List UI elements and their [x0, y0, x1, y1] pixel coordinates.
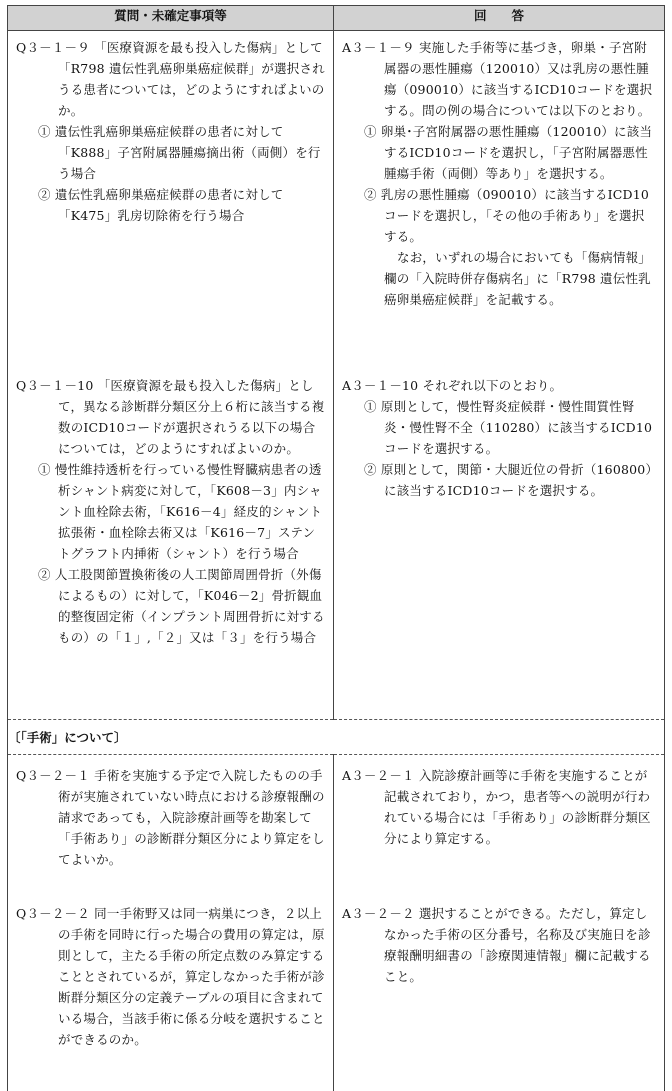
section-title: 〔「手術」について〕 [8, 720, 665, 755]
table-header-row [8, 6, 665, 31]
answer-item: ② 原則として，関節・大腿近位の骨折（160800）に該当するICD10コードを選択する。 [364, 462, 652, 498]
answer-cell [334, 755, 665, 892]
question-cell [8, 755, 334, 892]
answer-column-header: 回 答 [334, 6, 665, 31]
answer-cell [334, 31, 665, 364]
question-text: Q３－１－10 「医療資源を最も投入した傷病」として，異なる診断群分類区分上６桁に該当する複数のICD10コードが選択されうる以下の場合については，どのようにすればよいのか。 [16, 378, 325, 456]
section-heading-row [8, 720, 665, 755]
qa-row [8, 891, 665, 1091]
question-item: ① 遺伝性乳癌卵巣癌症候群の患者に対して「K888」子宮附属器腫瘍摘出術（両側）を行う場合 [38, 124, 321, 181]
question-text: Q３－１－９ 「医療資源を最も投入した傷病」として「R798 遺伝性乳癌卵巣癌症候群」が選択されうる患者については，どのようにすればよいのか。 [16, 40, 325, 118]
question-item: ② 遺伝性乳癌卵巣癌症候群の患者に対して「K475」乳房切除術を行う場合 [38, 187, 284, 223]
qa-row [8, 31, 665, 364]
answer-item: ① 原則として，慢性腎炎症候群・慢性間質性腎炎・慢性腎不全（110280）に該当するICD10コードを選択する。 [364, 399, 653, 456]
answer-text: A３－１－10 それぞれ以下のとおり。 [342, 378, 563, 393]
question-item: ② 人工股関節置換術後の人工関節周囲骨折（外傷によるもの）に対して，「K046－2」骨折観血的整復固定術（インプラント周囲骨折に対するもの）の「１」,「２」又は「３」を行う場合 [38, 567, 325, 645]
answer-note: なお，いずれの場合においても「傷病情報」欄の「入院時併存傷病名」に「R798 遺伝性乳癌卵巣癌症候群」を記載する。 [384, 250, 652, 307]
answer-cell [334, 891, 665, 1091]
qa-row [8, 755, 665, 892]
answer-item: ② 乳房の悪性腫瘍（090010）に該当するICD10コードを選択し，「その他の手術あり」を選択する。 [364, 187, 650, 244]
question-cell [8, 891, 334, 1091]
qa-table [7, 5, 665, 1091]
answer-text: A３－２－２ 選択することができる。ただし，算定しなかった手術の区分番号，名称及び実施日を診療報酬明細書の「診療関連情報」欄に記載すること。 [342, 906, 651, 984]
question-text: Q３－２－１ 手術を実施する予定で入院したものの手術が実施されていない時点における診療報酬の請求であっても，入院診療計画等を勘案して「手術あり」の診断群分類区分により算定をしてよいか。 [16, 768, 325, 867]
question-item: ① 慢性維持透析を行っている慢性腎臓病患者の透析シャント病変に対して，「K608－3」内シャント血栓除去術，「K616－4」経皮的シャント拡張術・血栓除去術又は「K616－7」ステントグラフト内挿術（シャント）を行う場合 [38, 462, 323, 561]
answer-cell [334, 363, 665, 720]
answer-item: ① 卵巣･子宮附属器の悪性腫瘍（120010）に該当するICD10コードを選択し，「子宮附属器悪性腫瘍手術（両側）等あり」を選択する。 [364, 124, 653, 181]
question-cell [8, 31, 334, 364]
question-text: Q３－２－２ 同一手術野又は同一病巣につき，２以上の手術を同時に行った場合の費用の算定は，原則として，主たる手術の所定点数のみ算定することとされているが，算定しなかった手術が診断群分類区分の定義テーブルの項目に含まれている場合，当該手術に係る分岐を選択することができるのか。 [16, 906, 325, 1047]
qa-document [7, 5, 664, 1047]
answer-text: A３－１－９ 実施した手術等に基づき，卵巣・子宮附属器の悪性腫瘍（120010）又は乳房の悪性腫瘍（090010）に該当するICD10コードを選択する。問の例の場合については以下のとおり。 [342, 40, 653, 118]
qa-row [8, 363, 665, 720]
question-cell [8, 363, 334, 720]
answer-text: A３－２－１ 入院診療計画等に手術を実施することが記載されており，かつ，患者等への説明が行われている場合には「手術あり」の診断群分類区分により算定する。 [342, 768, 651, 846]
question-column-header: 質問・未確定事項等 [8, 6, 334, 31]
